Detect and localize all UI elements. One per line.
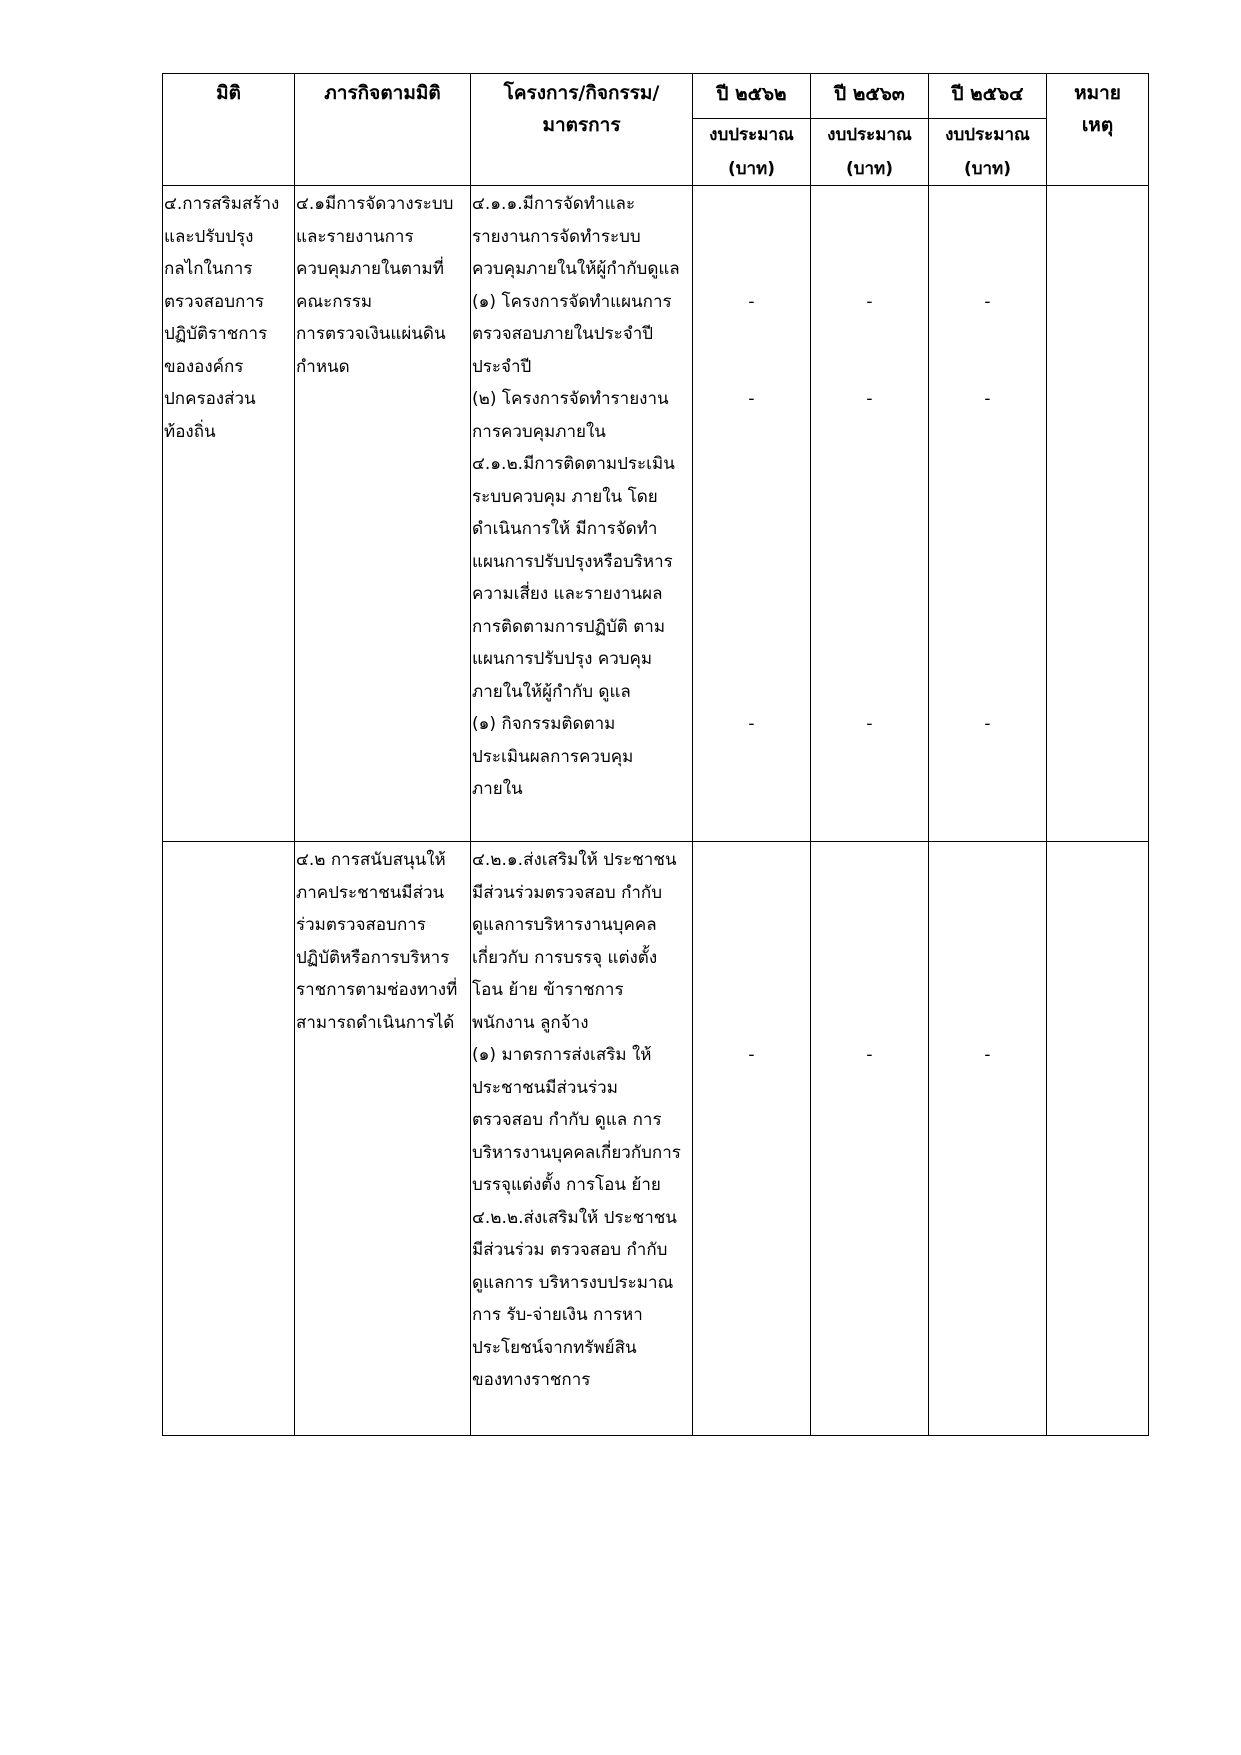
header-unit-2563: (บาท) [811, 153, 929, 186]
mission-cell [295, 842, 471, 1436]
remark-cell [1047, 842, 1149, 1436]
header-project: โครงการ/กิจกรรม/ มาตรการ [471, 74, 693, 186]
dimension-cell-line: และปรับปรุง [164, 226, 254, 247]
project-cell-line: มีส่วนร่วม ตรวจสอบ กำกับ [472, 1240, 668, 1260]
budget-dash: - [984, 714, 991, 734]
mission-cell-line: และรายงานการ [296, 226, 414, 247]
header-unit-2562: (บาท) [693, 153, 811, 186]
dimension-cell-line: ปกครองส่วน [164, 389, 256, 409]
project-cell-line: ดูแลการบริหารงานบุคคล [472, 915, 657, 935]
project-cell-line: ๔.๒.๑.ส่งเสริมให้ ประชาชน [472, 850, 677, 870]
project-cell-line: ประชาชนมีส่วนร่วม [472, 1077, 618, 1098]
project-cell-line: ระบบควบคุม ภายใน โดย [472, 486, 658, 507]
header-unit-2564: (บาท) [929, 153, 1047, 186]
header-remark: หมาย เหตุ [1047, 74, 1149, 186]
plan-table [162, 73, 1149, 1436]
project-cell-line: การติดตามการปฏิบัติ ตาม [472, 616, 666, 637]
mission-cell-line: ภาคประชาชนมีส่วน [296, 882, 445, 903]
project-cell-line: ดูแลการ บริหารงบประมาณ [472, 1272, 674, 1293]
mission-cell [295, 186, 471, 842]
mission-cell-line: ๔.๒ การสนับสนุนให้ [296, 850, 446, 870]
budget-cell [811, 842, 929, 1436]
project-cell-line: รายงานการจัดทำระบบ [472, 226, 641, 247]
project-cell-line: ของทางราชการ [472, 1370, 591, 1390]
mission-cell-line: คณะกรรม [296, 291, 373, 312]
project-cell-line: โอน ย้าย ข้าราชการ [472, 980, 624, 1000]
project-cell-line: ๔.๑.๑.มีการจัดทำและ [472, 194, 636, 214]
project-cell-line: ๔.๑.๒.มีการติดตามประเมิน [472, 454, 675, 474]
budget-cell [693, 186, 811, 842]
project-cell-line: เกี่ยวกับ การบรรจุ แต่งตั้ง [472, 947, 658, 968]
project-cell-line: แผนการปรับปรุงหรือบริหาร [472, 551, 673, 572]
budget-dash: - [748, 1045, 755, 1065]
project-cell-line: ควบคุมภายในให้ผู้กำกับดูแล [472, 259, 680, 279]
project-cell-line: ตรวจสอบภายในประจำปี [472, 324, 654, 344]
project-cell-line: ภายใน [472, 779, 523, 799]
header-budget-2562: งบประมาณ [693, 119, 811, 153]
project-cell-line: ภายในให้ผู้กำกับ ดูแล [472, 681, 631, 702]
mission-cell-line: ร่วมตรวจสอบการ [296, 915, 426, 935]
project-cell-line: ตรวจสอบ กำกับ ดูแล การ [472, 1110, 662, 1130]
mission-cell-line: สามารถดำเนินการได้ [296, 1012, 455, 1033]
dimension-cell-line: ปฏิบัติราชการ [164, 324, 268, 344]
mission-cell-line: กำหนด [296, 356, 350, 377]
budget-dash: - [866, 291, 873, 312]
budget-cell [929, 842, 1047, 1436]
header-year-2563: ปี ๒๕๖๓ [811, 74, 929, 119]
budget-dash: - [984, 1045, 991, 1065]
table-row [163, 842, 1149, 1436]
budget-dash: - [748, 714, 755, 734]
project-cell-line: พนักงาน ลูกจ้าง [472, 1012, 589, 1033]
mission-cell-line: ควบคุมภายในตามที่ [296, 259, 444, 279]
budget-cell [811, 186, 929, 842]
dimension-cell-line: กลไกในการ [164, 259, 253, 279]
budget-dash: - [866, 1045, 873, 1065]
mission-cell-line: การตรวจเงินแผ่นดิน [296, 324, 446, 344]
project-cell-line: (๑) โครงการจัดทำแผนการ [472, 291, 672, 312]
header-mission: ภารกิจตามมิติ [295, 74, 471, 186]
header-year-2562: ปี ๒๕๖๒ [693, 74, 811, 119]
project-cell-line: ประจำปี [472, 356, 532, 377]
budget-dash: - [866, 714, 873, 734]
project-cell-line: มีส่วนร่วมตรวจสอบ กำกับ [472, 882, 663, 903]
dimension-cell-line: ๔.การสริมสร้าง [164, 194, 280, 214]
project-cell-line: ประเมินผลการควบคุม [472, 746, 634, 767]
budget-cell [693, 842, 811, 1436]
budget-dash: - [748, 389, 755, 409]
project-cell-line: บรรจุแต่งตั้ง การโอน ย้าย [472, 1175, 661, 1195]
dimension-cell [163, 842, 295, 1436]
header-budget-2563: งบประมาณ [811, 119, 929, 153]
budget-dash: - [984, 291, 991, 312]
project-cell-line: บริหารงานบุคคลเกี่ยวกับการ [472, 1142, 681, 1163]
project-cell-line: ประโยชน์จากทรัพย์สิน [472, 1337, 637, 1358]
header-budget-2564: งบประมาณ [929, 119, 1047, 153]
project-cell-line: (๑) กิจกรรมติดตาม [472, 714, 616, 734]
budget-cell [929, 186, 1047, 842]
mission-cell-line: ๔.๑มีการจัดวางระบบ [296, 194, 454, 214]
project-cell [471, 186, 693, 842]
project-cell-line: (๑) มาตรการส่งเสริม ให้ [472, 1045, 652, 1065]
project-cell-line: แผนการปรับปรุง ควบคุม [472, 649, 653, 669]
project-cell-line: (๒) โครงการจัดทำรายงาน [472, 389, 669, 409]
project-cell-line: ดำเนินการให้ มีการจัดทำ [472, 519, 658, 539]
project-cell-line: ๔.๒.๒.ส่งเสริมให้ ประชาชน [472, 1207, 677, 1228]
dimension-cell [163, 186, 295, 842]
table-row [163, 186, 1149, 842]
dimension-cell-line: ขององค์กร [164, 356, 244, 377]
mission-cell-line: ปฏิบัติหรือการบริหาร [296, 947, 450, 968]
budget-dash: - [748, 291, 755, 312]
header-year-2564: ปี ๒๕๖๔ [929, 74, 1047, 119]
project-cell [471, 842, 693, 1436]
dimension-cell-line: ตรวจสอบการ [164, 291, 265, 312]
project-cell-line: การควบคุมภายใน [472, 421, 606, 442]
project-cell-line: ความเสี่ยง และรายงานผล [472, 584, 663, 604]
budget-dash: - [984, 389, 991, 409]
remark-cell [1047, 186, 1149, 842]
mission-cell-line: ราชการตามช่องทางที่ [296, 980, 458, 1000]
project-cell-line: การ รับ-จ่ายเงิน การหา [472, 1305, 643, 1325]
header-dimension: มิติ [163, 74, 295, 186]
budget-dash: - [866, 389, 873, 409]
dimension-cell-line: ท้องถิ่น [164, 421, 216, 442]
